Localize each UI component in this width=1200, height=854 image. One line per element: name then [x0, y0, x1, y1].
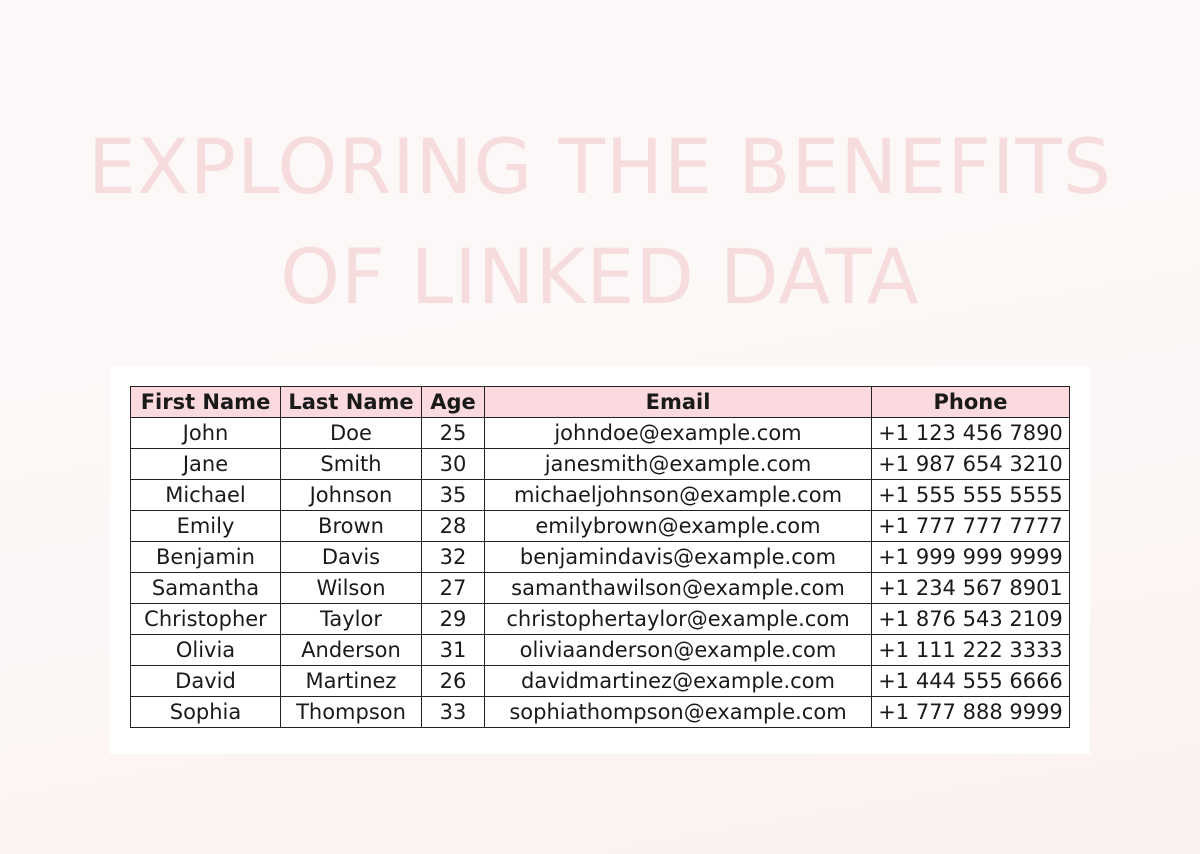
- cell-phone: +1 123 456 7890: [872, 418, 1070, 449]
- cell-last-name: Brown: [281, 511, 422, 542]
- cell-phone: +1 876 543 2109: [872, 604, 1070, 635]
- header-age: Age: [422, 387, 485, 418]
- cell-last-name: Anderson: [281, 635, 422, 666]
- cell-phone: +1 444 555 6666: [872, 666, 1070, 697]
- cell-age: 35: [422, 480, 485, 511]
- title-line-2: OF LINKED DATA: [280, 232, 920, 321]
- cell-phone: +1 234 567 8901: [872, 573, 1070, 604]
- table-row: [131, 511, 1070, 542]
- table-row: [131, 604, 1070, 635]
- cell-email: michaeljohnson@example.com: [485, 480, 872, 511]
- cell-first-name: Benjamin: [131, 542, 281, 573]
- cell-email: davidmartinez@example.com: [485, 666, 872, 697]
- cell-first-name: Sophia: [131, 697, 281, 728]
- cell-age: 25: [422, 418, 485, 449]
- table-body: [131, 418, 1070, 728]
- cell-email: christophertaylor@example.com: [485, 604, 872, 635]
- table-row: [131, 697, 1070, 728]
- page-title: [0, 112, 1200, 332]
- cell-email: emilybrown@example.com: [485, 511, 872, 542]
- cell-last-name: Martinez: [281, 666, 422, 697]
- cell-last-name: Doe: [281, 418, 422, 449]
- header-email: Email: [485, 387, 872, 418]
- header-last-name: Last Name: [281, 387, 422, 418]
- cell-last-name: Thompson: [281, 697, 422, 728]
- cell-age: 30: [422, 449, 485, 480]
- header-phone: Phone: [872, 387, 1070, 418]
- cell-phone: +1 555 555 5555: [872, 480, 1070, 511]
- cell-first-name: John: [131, 418, 281, 449]
- table-row: [131, 480, 1070, 511]
- cell-phone: +1 777 777 7777: [872, 511, 1070, 542]
- cell-last-name: Johnson: [281, 480, 422, 511]
- table-row: [131, 418, 1070, 449]
- cell-first-name: Christopher: [131, 604, 281, 635]
- cell-age: 28: [422, 511, 485, 542]
- header-first-name: First Name: [131, 387, 281, 418]
- title-line-1: EXPLORING THE BENEFITS: [87, 122, 1113, 211]
- cell-email: benjamindavis@example.com: [485, 542, 872, 573]
- cell-first-name: Jane: [131, 449, 281, 480]
- cell-phone: +1 987 654 3210: [872, 449, 1070, 480]
- cell-first-name: Emily: [131, 511, 281, 542]
- contacts-table: [130, 386, 1070, 728]
- table-header-row: [131, 387, 1070, 418]
- cell-first-name: David: [131, 666, 281, 697]
- cell-last-name: Taylor: [281, 604, 422, 635]
- cell-first-name: Michael: [131, 480, 281, 511]
- table-card: [110, 366, 1090, 754]
- cell-last-name: Davis: [281, 542, 422, 573]
- cell-last-name: Wilson: [281, 573, 422, 604]
- cell-age: 31: [422, 635, 485, 666]
- cell-first-name: Olivia: [131, 635, 281, 666]
- table-row: [131, 573, 1070, 604]
- cell-email: oliviaanderson@example.com: [485, 635, 872, 666]
- cell-age: 33: [422, 697, 485, 728]
- cell-email: janesmith@example.com: [485, 449, 872, 480]
- cell-age: 29: [422, 604, 485, 635]
- cell-email: samanthawilson@example.com: [485, 573, 872, 604]
- cell-age: 32: [422, 542, 485, 573]
- table-row: [131, 666, 1070, 697]
- table-row: [131, 635, 1070, 666]
- cell-age: 26: [422, 666, 485, 697]
- cell-phone: +1 777 888 9999: [872, 697, 1070, 728]
- table-row: [131, 542, 1070, 573]
- cell-email: johndoe@example.com: [485, 418, 872, 449]
- cell-first-name: Samantha: [131, 573, 281, 604]
- cell-last-name: Smith: [281, 449, 422, 480]
- cell-age: 27: [422, 573, 485, 604]
- cell-email: sophiathompson@example.com: [485, 697, 872, 728]
- cell-phone: +1 999 999 9999: [872, 542, 1070, 573]
- cell-phone: +1 111 222 3333: [872, 635, 1070, 666]
- table-row: [131, 449, 1070, 480]
